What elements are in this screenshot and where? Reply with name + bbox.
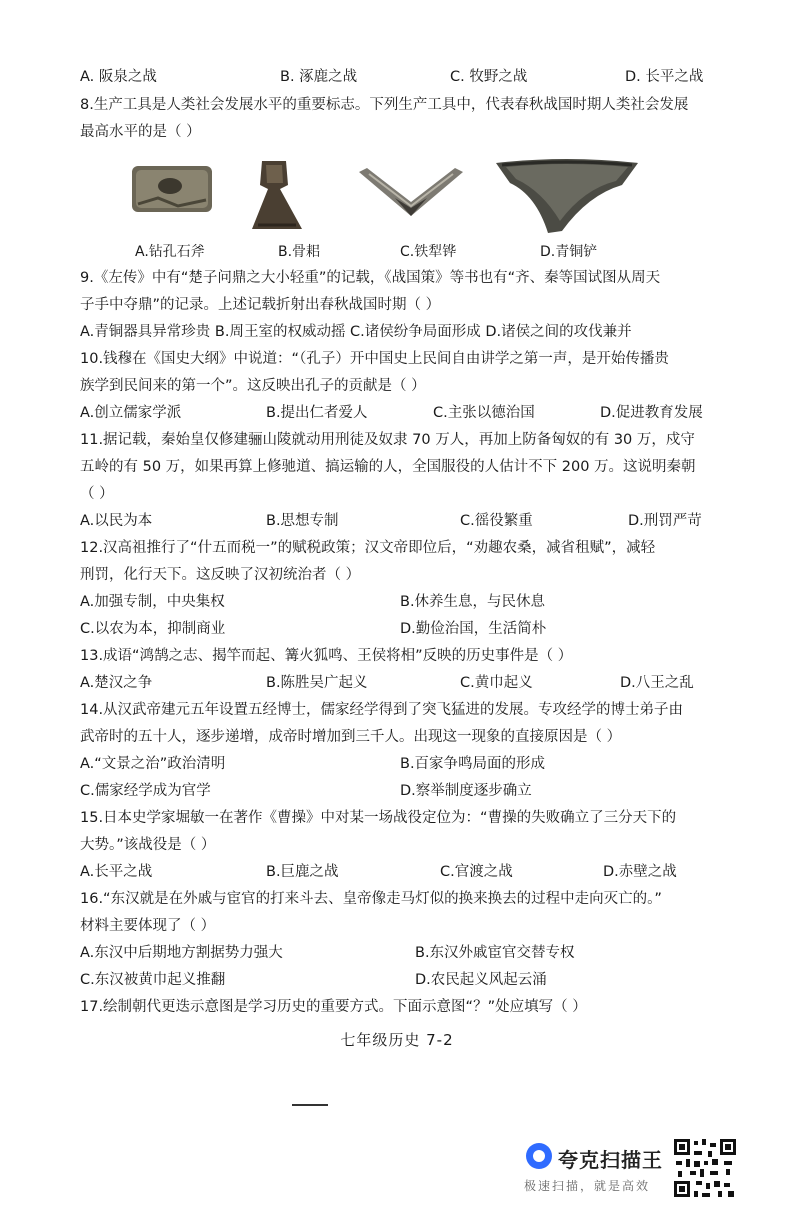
q8-option-c: C.铁犁铧 — [400, 244, 457, 260]
bone-spade-image — [240, 155, 312, 235]
q10-option-d: D.促进教育发展 — [600, 405, 703, 421]
q13-option-b: B.陈胜吴广起义 — [266, 675, 368, 691]
q11-option-d: D.刑罚严苛 — [628, 513, 702, 529]
q15-option-c: C.官渡之战 — [440, 864, 513, 880]
q15-option-b: B.巨鹿之战 — [266, 864, 339, 880]
qr-code-icon — [672, 1137, 738, 1199]
q14-stem-line2: 武帝时的五十人，逐步递增，成帝时增加到三千人。出现这一现象的直接原因是（ ） — [80, 729, 622, 745]
q16-stem-line1: 16.“东汉就是在外戚与宦官的打来斗去、皇帝像走马灯似的换来换去的过程中走向灭亡的。” — [80, 891, 662, 907]
scanner-watermark — [522, 1137, 666, 1203]
q15-stem-line1: 15.日本史学家堀敏一在著作《曹操》中对某一场战役定位为：“曹操的失败确立了三分天下的 — [80, 810, 677, 826]
q13-stem-line1: 13.成语“鸿鹄之志、揭竿而起、篝火狐鸣、王侯将相”反映的历史事件是（ ） — [80, 648, 573, 664]
q14-option-b: B.百家争鸣局面的形成 — [400, 756, 546, 772]
q8-stem-line2: 最高水平的是（ ） — [80, 124, 201, 140]
q7-option-a: A. 阪泉之战 — [80, 69, 157, 85]
q10-stem-line2: 族学到民间来的第一个”。这反映出孔子的贡献是（ ） — [80, 378, 426, 394]
bronze-shovel-image — [492, 155, 642, 239]
q7-option-c: C. 牧野之战 — [450, 69, 528, 85]
q12-option-c: C.以农为本，抑制商业 — [80, 621, 226, 637]
q11-option-c: C.徭役繁重 — [460, 513, 533, 529]
q16-option-c: C.东汉被黄巾起义推翻 — [80, 972, 226, 988]
q8-option-d: D.青铜铲 — [540, 244, 598, 260]
q9-stem-line2: 子手中夺鼎”的记录。上述记载折射出春秋战国时期（ ） — [80, 297, 441, 313]
q14-option-a: A.“文景之治”政治清明 — [80, 756, 226, 772]
q12-option-b: B.休养生息，与民休息 — [400, 594, 546, 610]
q8-option-b: B.骨耜 — [278, 244, 321, 260]
q9-stem-line1: 9.《左传》中有“楚子问鼎之大小轻重”的记载，《战国策》等书也有“齐、秦等国试图从周天 — [80, 270, 661, 286]
q7-option-d: D. 长平之战 — [625, 69, 704, 85]
q13-option-c: C.黄巾起义 — [460, 675, 533, 691]
q13-option-a: A.楚汉之争 — [80, 675, 153, 691]
q7-option-b: B. 涿鹿之战 — [280, 69, 358, 85]
q8-option-a: A.钻孔石斧 — [135, 244, 205, 260]
q9-options: A.青铜器具异常珍贵 B.周王室的权威动摇 C.诸侯纷争局面形成 D.诸侯之间的攻伐兼并 — [80, 324, 632, 340]
q11-stem-line2: 五岭的有 50 万，如果再算上修驰道、搞运输的人，全国服役的人估计不下 200 万。这说明秦朝 — [80, 459, 696, 475]
q8-stem-line1: 8.生产工具是人类社会发展水平的重要标志。下列生产工具中，代表春秋战国时期人类社会发展 — [80, 97, 689, 113]
q12-stem-line2: 刑罚，化行天下。这反映了汉初统治者（ ） — [80, 567, 361, 583]
q10-option-c: C.主张以德治国 — [433, 405, 535, 421]
divider — [292, 1104, 328, 1106]
q15-option-a: A.长平之战 — [80, 864, 153, 880]
q16-stem-line2: 材料主要体现了（ ） — [80, 918, 216, 934]
q12-option-a: A.加强专制，中央集权 — [80, 594, 225, 610]
stone-axe-image — [128, 160, 216, 218]
q15-option-d: D.赤壁之战 — [603, 864, 677, 880]
q16-option-d: D.农民起义风起云涌 — [415, 972, 547, 988]
q11-stem-line3: （ ） — [80, 486, 114, 502]
q16-option-b: B.东汉外戚宦官交替专权 — [415, 945, 575, 961]
q10-option-b: B.提出仁者爱人 — [266, 405, 368, 421]
q12-stem-line1: 12.汉高祖推行了“什五而税一”的赋税政策；汉文帝即位后，“劝趣农桑，减省租赋”，减轻 — [80, 540, 656, 556]
q13-option-d: D.八王之乱 — [620, 675, 694, 691]
q11-stem-line1: 11.据记载，秦始皇仅修建骊山陵就动用刑徒及奴隶 70 万人，再加上防备匈奴的有 30 万，戍守 — [80, 432, 695, 448]
q11-option-a: A.以民为本 — [80, 513, 153, 529]
quark-logo-icon — [526, 1143, 552, 1169]
brand-slogan: 极速扫描，就是高效 — [524, 1179, 651, 1193]
q14-option-d: D.察举制度逐步确立 — [400, 783, 532, 799]
q12-option-d: D.勤俭治国，生活简朴 — [400, 621, 547, 637]
q14-stem-line1: 14.从汉武帝建元五年设置五经博士，儒家经学得到了突飞猛进的发展。专攻经学的博士弟子由 — [80, 702, 684, 718]
q14-option-c: C.儒家经学成为官学 — [80, 783, 211, 799]
q15-stem-line2: 大势。”该战役是（ ） — [80, 837, 216, 853]
q10-stem-line1: 10.钱穆在《国史大纲》中说道：“（孔子）开中国史上民间自由讲学之第一声，是开始传播贵 — [80, 351, 669, 367]
q17-stem-line1: 17.绘制朝代更迭示意图是学习历史的重要方式。下面示意图“？”处应填写（ ） — [80, 999, 587, 1015]
q11-option-b: B.思想专制 — [266, 513, 339, 529]
q10-option-a: A.创立儒家学派 — [80, 405, 182, 421]
q16-option-a: A.东汉中后期地方割据势力强大 — [80, 945, 283, 961]
brand-name: 夸克扫描王 — [558, 1148, 663, 1172]
iron-plowshare-image — [355, 162, 467, 226]
page-footer: 七年级历史 7-2 — [340, 1031, 454, 1049]
